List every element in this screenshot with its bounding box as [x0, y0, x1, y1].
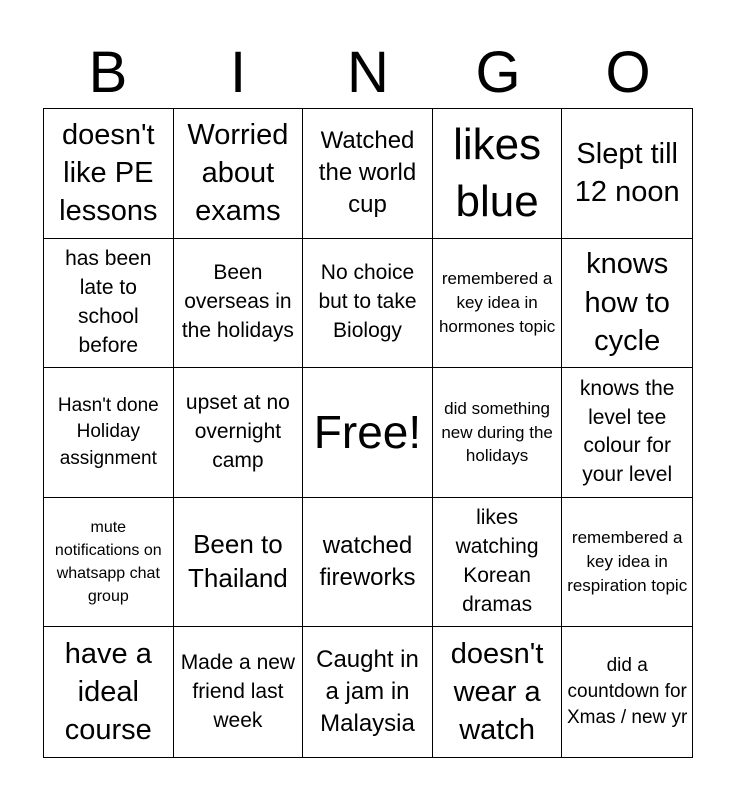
bingo-cell[interactable] — [562, 498, 692, 628]
bingo-cell[interactable] — [303, 239, 433, 369]
bingo-cell-text: likes blue — [453, 120, 542, 227]
bingo-cell[interactable] — [174, 239, 304, 369]
bingo-cell[interactable] — [303, 627, 433, 757]
bingo-cell-text: Hasn't done Holiday assignment — [57, 395, 159, 469]
bingo-cell-text: Been overseas in the holidays — [181, 261, 294, 343]
header-letter-g: G — [475, 40, 521, 105]
bingo-cell[interactable] — [562, 368, 692, 498]
bingo-cell[interactable] — [174, 498, 304, 628]
bingo-cell[interactable] — [433, 368, 563, 498]
bingo-board — [43, 108, 693, 758]
bingo-cell-text: did a countdown for Xmas / new yr — [567, 654, 688, 729]
bingo-cell-text: Worried about exams — [187, 118, 289, 228]
header-letter-n: N — [347, 40, 389, 105]
header-letter-i: I — [229, 40, 247, 105]
bingo-cell-text: Free! — [313, 406, 422, 459]
bingo-cell-text: did something new during the holidays — [441, 398, 553, 466]
bingo-cell[interactable] — [562, 109, 692, 239]
bingo-cell-free[interactable] — [303, 368, 433, 498]
bingo-cell-text: Watched the world cup — [318, 126, 417, 219]
bingo-cell[interactable] — [433, 109, 563, 239]
bingo-cell[interactable] — [44, 368, 174, 498]
bingo-cell[interactable] — [433, 498, 563, 628]
bingo-cell-text: have a ideal course — [64, 637, 152, 747]
bingo-cell[interactable] — [303, 109, 433, 239]
bingo-cell-text: Caught in a jam in Malaysia — [316, 645, 419, 738]
bingo-cell-text: watched fireworks — [319, 531, 416, 592]
bingo-cell-text: upset at no overnight camp — [185, 391, 290, 472]
bingo-cell[interactable] — [44, 498, 174, 628]
bingo-cell[interactable] — [174, 627, 304, 757]
bingo-cell-text: No choice but to take Biology — [318, 261, 417, 343]
bingo-cell-text: remembered a key idea in respiration topic — [567, 528, 688, 595]
header-letter-b: B — [88, 40, 128, 105]
bingo-header — [43, 38, 693, 108]
bingo-cell[interactable] — [562, 239, 692, 369]
bingo-cell-text: doesn't like PE lessons — [59, 118, 158, 228]
bingo-cell-text: Been to Thailand — [188, 529, 288, 594]
bingo-cell[interactable] — [44, 627, 174, 757]
bingo-cell-text: mute notifications on whatsapp chat group — [54, 518, 162, 606]
bingo-cell[interactable] — [44, 239, 174, 369]
bingo-cell[interactable] — [44, 109, 174, 239]
bingo-cell-text: knows how to cycle — [584, 248, 670, 358]
bingo-cell[interactable] — [174, 109, 304, 239]
bingo-cell-text: likes watching Korean dramas — [455, 506, 539, 617]
bingo-cell-text: Made a new friend last week — [180, 650, 296, 732]
bingo-cell[interactable] — [303, 498, 433, 628]
bingo-cell-text: knows the level tee colour for your level — [579, 376, 675, 487]
bingo-cell-text: remembered a key idea in hormones topic — [438, 269, 556, 336]
bingo-cell-text: Slept till 12 noon — [574, 138, 680, 209]
header-letter-o: O — [605, 40, 651, 105]
bingo-cell-text: doesn't wear a watch — [450, 637, 544, 747]
bingo-cell[interactable] — [562, 627, 692, 757]
bingo-cell-text: has been late to school before — [65, 246, 152, 357]
bingo-cell[interactable] — [174, 368, 304, 498]
bingo-cell[interactable] — [433, 239, 563, 369]
bingo-cell[interactable] — [433, 627, 563, 757]
